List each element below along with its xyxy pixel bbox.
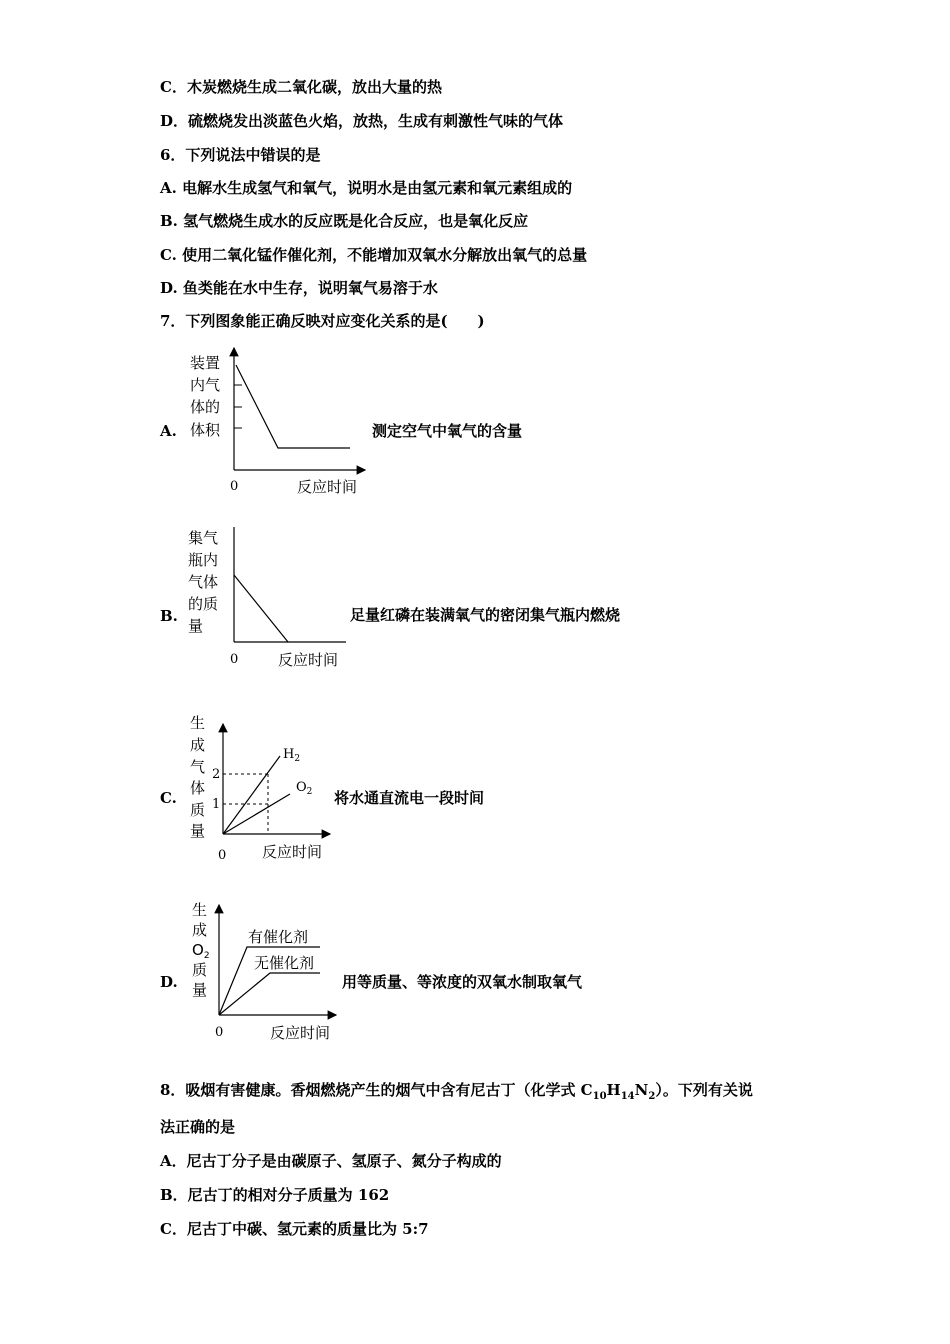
y-axis-label-line: 质	[190, 801, 206, 819]
q7-option-d	[150, 895, 630, 1050]
q7-option-a	[150, 340, 570, 505]
y-tick-label: 1	[212, 797, 221, 812]
y-axis-label-line: 量	[192, 981, 208, 999]
option-description: 测定空气中氧气的含量	[372, 422, 523, 440]
x-axis-label: 反应时间	[270, 1024, 331, 1042]
data-line	[236, 365, 350, 448]
data-line	[234, 575, 288, 642]
q8-option-b: B．尼古丁的相对分子质量为 162	[160, 1186, 390, 1204]
y-axis-label-line: 生	[192, 901, 208, 919]
y-axis-label-line: 生	[190, 714, 206, 732]
option-letter: B.	[160, 607, 178, 625]
y-axis-label-line: 质	[192, 961, 208, 979]
curve-label: 有催化剂	[248, 928, 309, 946]
h2-label: $H_2$	[283, 747, 301, 764]
q6-option-c: C. 使用二氧化锰作催化剂，不能增加双氧水分解放出氧气的总量	[160, 246, 588, 264]
o2-line	[223, 794, 290, 834]
y-axis-label-line: 量	[188, 617, 204, 635]
origin-label: 0	[215, 1025, 224, 1040]
q6-option-d: D. 鱼类能在水中生存，说明氧气易溶于水	[160, 279, 438, 297]
y-axis-label-line: 体的	[190, 398, 221, 416]
q6-option-b: B. 氢气燃烧生成水的反应既是化合反应，也是氧化反应	[160, 212, 529, 230]
y-axis-label-line: 体	[190, 779, 206, 797]
q8-option-a: A．尼古丁分子是由碳原子、氢原子、氮分子构成的	[160, 1152, 502, 1170]
option-description: 足量红磷在装满氧气的密闭集气瓶内燃烧	[350, 606, 621, 624]
curve-label: 无催化剂	[254, 954, 315, 972]
origin-label: 0	[230, 652, 239, 667]
option-letter: D.	[160, 973, 178, 991]
q6-stem: 6．下列说法中错误的是	[160, 146, 321, 164]
y-axis-label-line: 量	[190, 822, 206, 840]
y-axis-label-o2: $O_2$	[192, 941, 210, 961]
y-axis-label-line: 集气	[188, 529, 219, 547]
q8-option-c: C．尼古丁中碳、氢元素的质量比为 5:7	[160, 1220, 429, 1238]
origin-label: 0	[218, 848, 227, 863]
option-description: 将水通直流电一段时间	[334, 789, 485, 807]
y-tick-label: 2	[212, 767, 221, 782]
option-letter: A.	[160, 422, 177, 440]
y-axis-label-line: 气	[190, 758, 206, 776]
origin-label: 0	[230, 479, 239, 494]
q7-option-b	[150, 525, 670, 675]
option-description: 用等质量、等浓度的双氧水制取氧气	[342, 973, 583, 991]
y-axis-label-line: 成	[192, 921, 208, 939]
y-axis-label-line: 装置	[190, 354, 221, 372]
q5-option-d: D．硫燃烧发出淡蓝色火焰，放热，生成有刺激性气味的气体	[160, 112, 564, 130]
y-axis-label-line: 体积	[190, 421, 221, 439]
q5-option-c: C．木炭燃烧生成二氧化碳，放出大量的热	[160, 78, 442, 96]
y-axis-label-line: 瓶内	[188, 551, 219, 569]
y-axis-label-line: 内气	[190, 376, 221, 394]
option-letter: C.	[160, 789, 177, 807]
q8-stem-continued: 法正确的是	[160, 1118, 236, 1136]
q6-option-a: A. 电解水生成氢气和氧气，说明水是由氢元素和氧元素组成的	[160, 179, 573, 197]
x-axis-label: 反应时间	[297, 478, 358, 496]
h2-line	[223, 756, 280, 834]
o2-label: $O_2$	[296, 780, 313, 797]
q7-option-c	[150, 708, 570, 868]
x-axis-label: 反应时间	[262, 843, 323, 861]
q8-stem: 8．吸烟有害健康。香烟燃烧产生的烟气中含有尼古丁（化学式 $C_{10}H_{14}N_2$）。下列有关说	[160, 1081, 753, 1102]
y-axis-label-line: 的质	[188, 595, 219, 613]
y-axis-label-line: 成	[190, 736, 206, 754]
x-axis-label: 反应时间	[278, 651, 339, 669]
q7-stem: 7．下列图象能正确反映对应变化关系的是( )	[160, 312, 485, 330]
y-axis-label-line: 气体	[188, 573, 219, 591]
